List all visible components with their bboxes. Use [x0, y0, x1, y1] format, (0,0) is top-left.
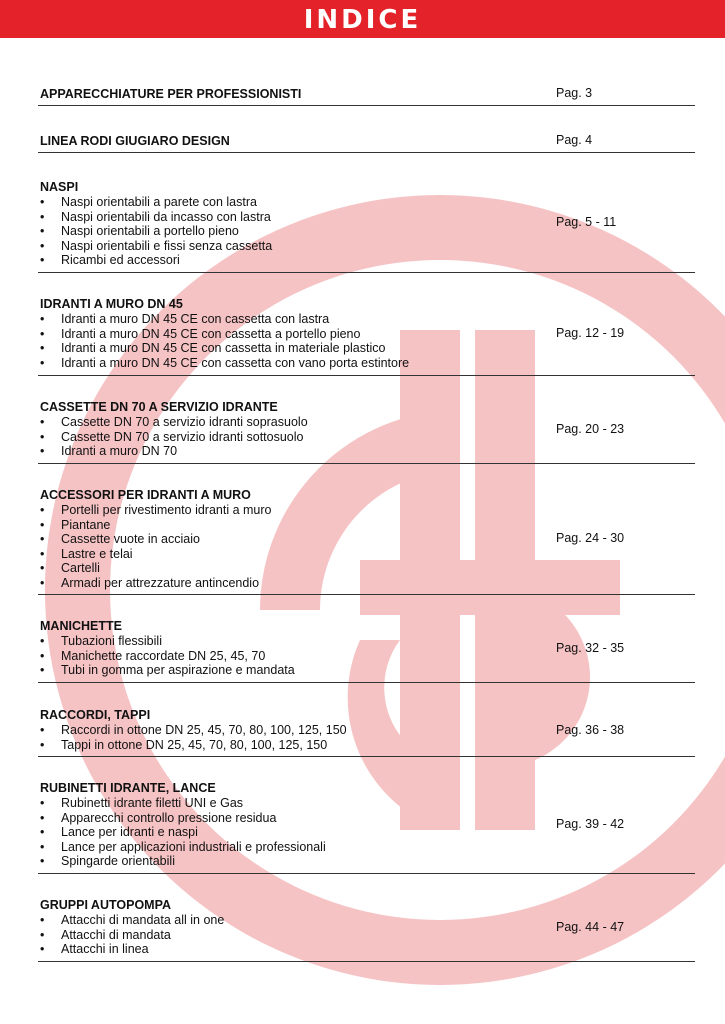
page-reference: Pag. 20 - 23	[556, 422, 625, 436]
section-title: IDRANTI A MURO DN 45	[40, 297, 183, 311]
toc-section	[38, 486, 695, 595]
toc-section	[38, 131, 695, 153]
section-title: GRUPPI AUTOPOMPA	[40, 898, 172, 912]
list-item: • Attacchi di mandata all in one	[40, 913, 225, 927]
list-item: • Lance per idranti e naspi	[40, 825, 198, 839]
list-item: • Naspi orientabili da incasso con lastra	[40, 209, 271, 224]
page-reference: Pag. 4	[556, 133, 593, 147]
bullet-list	[40, 723, 347, 752]
bullet-list	[40, 503, 272, 590]
list-item: • Idranti a muro DN 45 CE con cassetta in materiale plastico	[40, 341, 386, 355]
toc-section	[38, 617, 695, 683]
bullet-list	[40, 634, 295, 678]
bullet-list	[40, 415, 308, 459]
list-item: • Piantane	[40, 517, 111, 532]
bullet-list	[40, 312, 409, 370]
toc-section	[38, 295, 695, 376]
list-item: • Rubinetti idrante filetti UNI e Gas	[40, 796, 244, 810]
list-item: • Tubi in gomma per aspirazione e mandata	[40, 663, 295, 677]
section-title: APPARECCHIATURE PER PROFESSIONISTI	[40, 87, 302, 101]
page-reference: Pag. 39 - 42	[556, 817, 625, 831]
section-title: MANICHETTE	[40, 619, 122, 633]
page-reference: Pag. 36 - 38	[556, 723, 625, 737]
list-item: • Lastre e telai	[40, 546, 133, 561]
list-item: • Tubazioni flessibili	[40, 634, 162, 648]
bullet-list	[40, 195, 272, 268]
list-item: • Attacchi di mandata	[40, 927, 171, 942]
page-reference: Pag. 44 - 47	[556, 920, 625, 934]
page-reference: Pag. 5 - 11	[556, 215, 617, 229]
list-item: • Idranti a muro DN 45 CE con cassetta con lastra	[40, 312, 330, 326]
toc-section	[38, 896, 695, 962]
list-item: • Attacchi in linea	[40, 942, 149, 956]
list-item: • Cassette DN 70 a servizio idranti soprasuolo	[40, 415, 308, 429]
page-reference: Pag. 32 - 35	[556, 641, 625, 655]
toc-section	[38, 398, 695, 464]
list-item: • Idranti a muro DN 45 CE con cassetta con vano porta estintore	[40, 355, 410, 370]
list-item: • Naspi orientabili a parete con lastra	[40, 195, 257, 209]
page-reference: Pag. 24 - 30	[556, 531, 625, 545]
bullet-list	[40, 913, 224, 957]
page-reference: Pag. 12 - 19	[556, 326, 625, 340]
list-item: • Naspi orientabili a portello pieno	[40, 224, 239, 238]
section-title: RUBINETTI IDRANTE, LANCE	[40, 781, 216, 795]
list-item: • Cassette vuote in acciaio	[40, 532, 200, 546]
list-item: • Apparecchi controllo pressione residua	[40, 810, 277, 825]
page-reference: Pag. 3	[556, 86, 593, 100]
toc-section	[38, 779, 695, 874]
list-item: • Armadi per attrezzature antincendio	[40, 575, 260, 590]
page-title: INDICE	[303, 5, 422, 35]
section-title: RACCORDI, TAPPI	[40, 708, 151, 722]
list-item: • Portelli per rivestimento idranti a muro	[40, 503, 272, 517]
list-item: • Ricambi ed accessori	[40, 253, 180, 267]
section-title: NASPI	[40, 180, 79, 194]
section-title: ACCESSORI PER IDRANTI A MURO	[40, 488, 251, 502]
section-title: CASSETTE DN 70 A SERVIZIO IDRANTE	[40, 400, 278, 414]
toc-section	[38, 84, 695, 106]
list-item: • Naspi orientabili e fissi senza cassetta	[40, 238, 273, 253]
list-item: • Manichette raccordate DN 25, 45, 70	[40, 648, 266, 663]
list-item: • Raccordi in ottone DN 25, 45, 70, 80, 100, 125, 150	[40, 723, 347, 737]
list-item: • Idranti a muro DN 70	[40, 444, 178, 458]
list-item: • Cartelli	[40, 561, 100, 575]
bullet-list	[40, 796, 326, 869]
list-item: • Idranti a muro DN 45 CE con cassetta a portello pieno	[40, 326, 361, 341]
list-item: • Spingarde orientabili	[40, 854, 175, 868]
list-item: • Cassette DN 70 a servizio idranti sottosuolo	[40, 429, 304, 444]
section-title: LINEA RODI GIUGIARO DESIGN	[40, 134, 230, 148]
toc-section	[38, 178, 695, 273]
list-item: • Lance per applicazioni industriali e professionali	[40, 839, 326, 854]
toc-section	[38, 706, 695, 757]
list-item: • Tappi in ottone DN 25, 45, 70, 80, 100, 125, 150	[40, 737, 328, 752]
